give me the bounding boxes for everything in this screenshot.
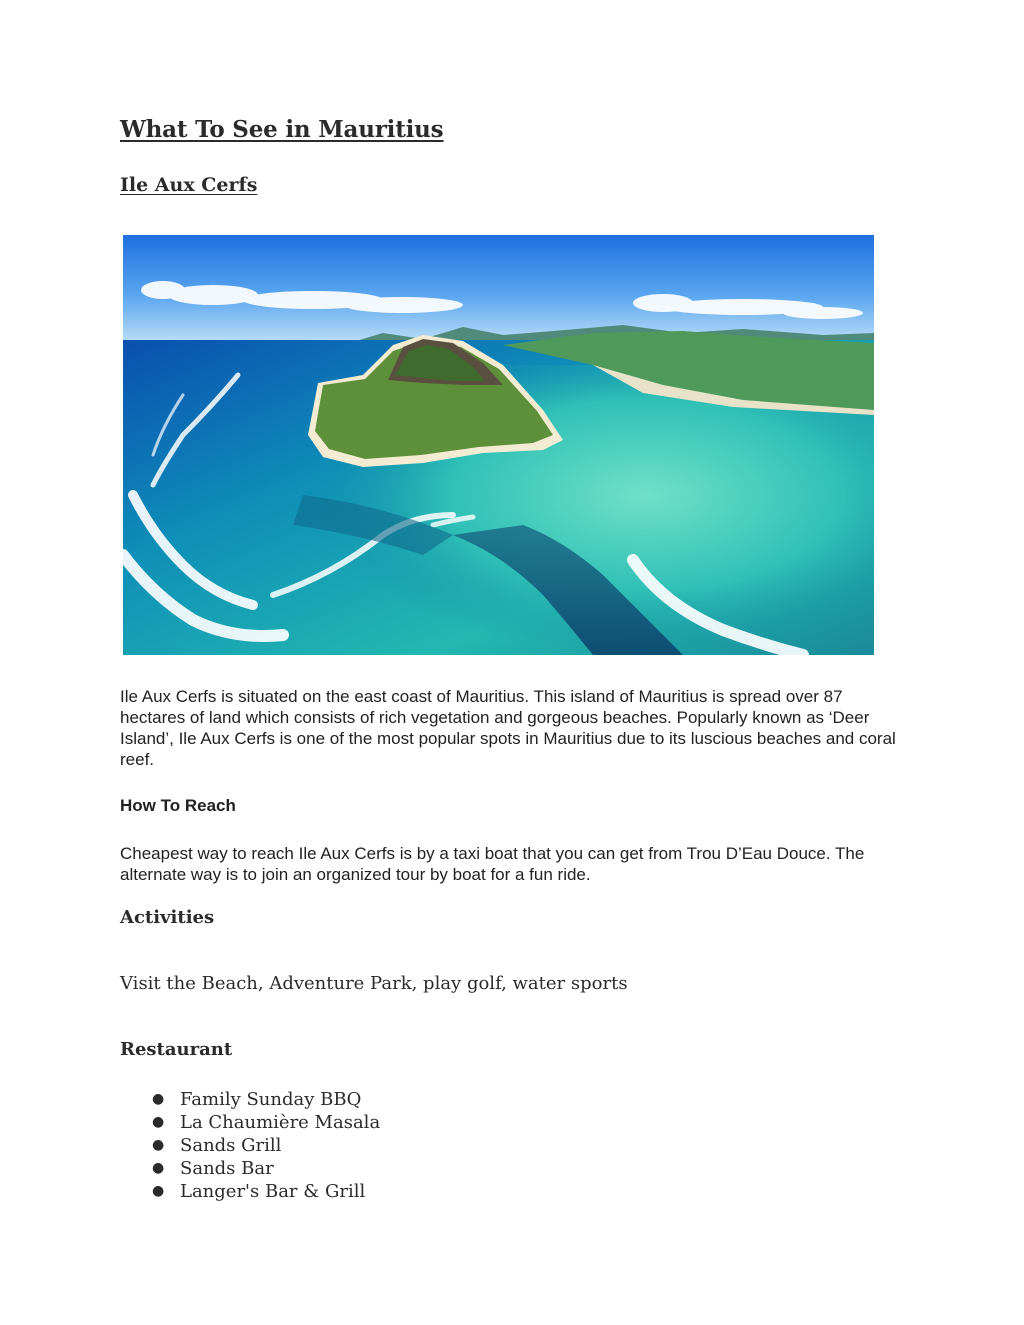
bullet-icon: ● (152, 1114, 165, 1130)
restaurant-name: Family Sunday BBQ (180, 1089, 362, 1110)
bullet-icon: ● (152, 1160, 165, 1176)
bullet-icon: ● (152, 1183, 165, 1199)
list-item (150, 1134, 380, 1157)
bullet-icon: ● (152, 1091, 165, 1107)
list-item (150, 1111, 380, 1134)
how-to-reach-heading: How To Reach (120, 796, 236, 815)
restaurant-name: Langer's Bar & Grill (180, 1181, 366, 1202)
list-item (150, 1157, 380, 1180)
restaurant-name: La Chaumière Masala (180, 1112, 381, 1133)
island-aerial-photo (123, 235, 874, 655)
restaurant-name: Sands Grill (180, 1135, 282, 1156)
list-item (150, 1180, 380, 1203)
activities-heading: Activities (120, 907, 215, 928)
how-to-reach-text: Cheapest way to reach Ile Aux Cerfs is by a taxi boat that you can get from Trou D’Eau Douce. The alternate way is to join an organized tour by boat for a fun ride. (120, 844, 865, 884)
list-item (150, 1088, 380, 1111)
activities-text: Visit the Beach, Adventure Park, play golf, water sports (120, 973, 628, 994)
restaurant-name: Sands Bar (180, 1158, 274, 1179)
intro-paragraph: Ile Aux Cerfs is situated on the east coast of Mauritius. This island of Mauritius is spread over 87 hectares of land which consists of rich vegetation and gorgeous beaches. Popularly known as ‘Deer Island’, Ile Aux Cerfs is one of the most popular spots in Mauritius due to its luscious beaches and coral reef. (120, 687, 896, 769)
restaurant-list (150, 1088, 380, 1203)
section-title: Ile Aux Cerfs (120, 174, 258, 196)
page-title: What To See in Mauritius (120, 116, 444, 143)
restaurant-heading: Restaurant (120, 1039, 233, 1060)
bullet-icon: ● (152, 1137, 165, 1153)
